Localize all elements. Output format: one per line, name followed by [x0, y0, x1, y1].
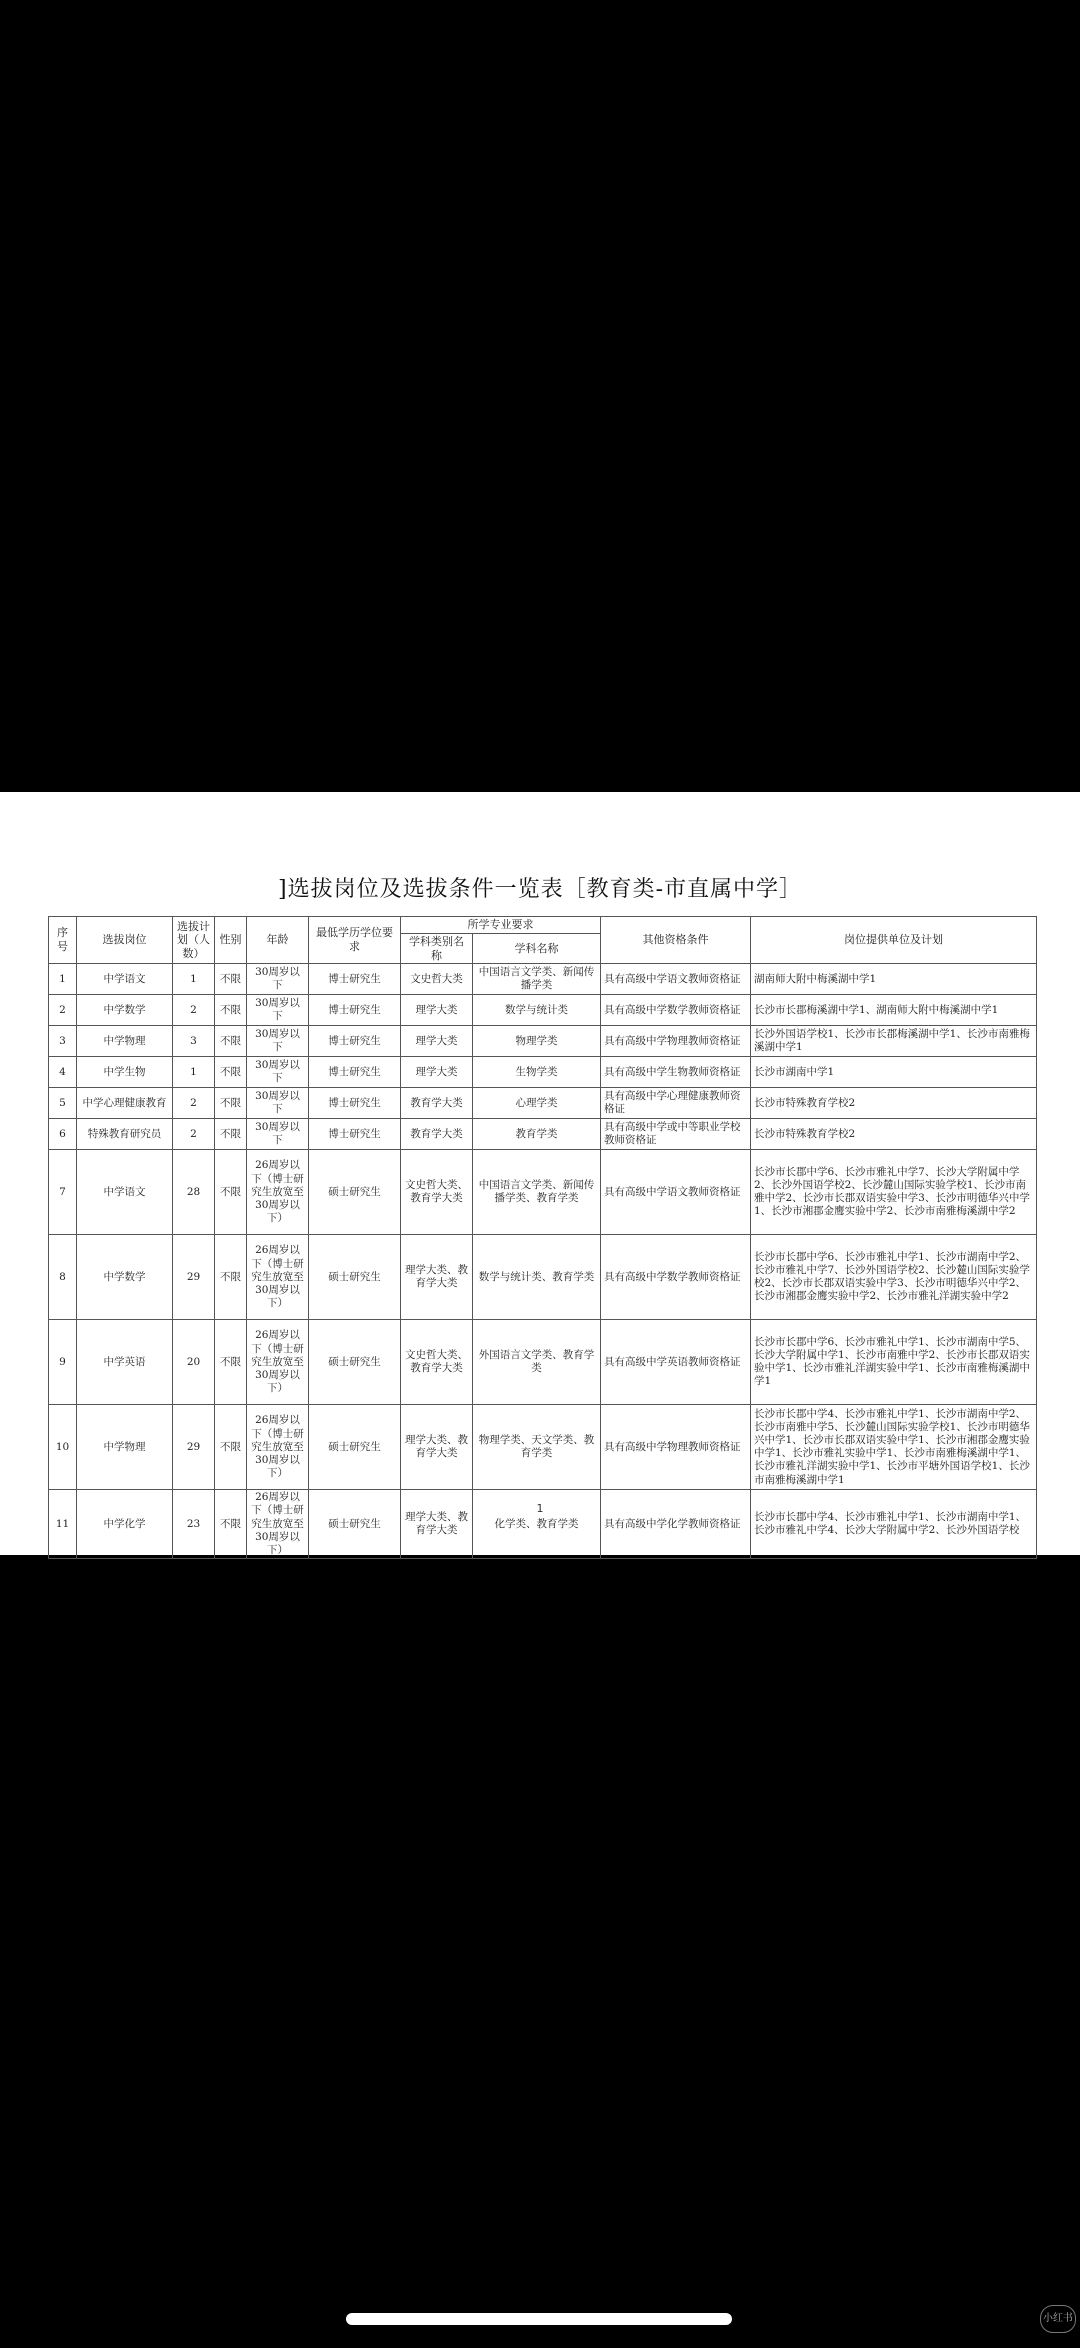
cell-subject: 物理学类、天文学类、教育学类 [473, 1405, 601, 1490]
cell-seq: 4 [49, 1057, 77, 1088]
cell-subject: 中国语言文学类、新闻传播学类 [473, 964, 601, 995]
cell-age: 30周岁以下 [247, 1119, 309, 1150]
cell-category: 教育学大类 [401, 1119, 473, 1150]
cell-other: 具有高级中学语文教师资格证 [601, 1150, 751, 1235]
cell-gender: 不限 [215, 1088, 247, 1119]
cell-quota: 2 [173, 1088, 215, 1119]
cell-degree: 硕士研究生 [309, 1320, 401, 1405]
cell-quota: 1 [173, 964, 215, 995]
cell-units: 长沙市长郡中学4、长沙市雅礼中学1、长沙市湖南中学2、长沙市南雅中学5、长沙麓山国际实验学校1、长沙市明德华兴中学1、长沙市长郡双语实验中学1、长沙市湘郡金鹰实验中学1、长沙市雅礼实验中学1、长沙市南雅梅溪湖中学1、长沙市雅礼洋湖实验中学1、长沙市平塘外国语学校1、长沙市南雅梅溪湖中学1 [751, 1405, 1037, 1490]
cell-units: 长沙市长郡中学6、长沙市雅礼中学7、长沙大学附属中学2、长沙外国语学校2、长沙麓山国际实验学校1、长沙市南雅中学2、长沙市长郡双语实验中学3、长沙市明德华兴中学1、长沙市湘郡金鹰实验中学2、长沙市南雅梅溪湖中学2 [751, 1150, 1037, 1235]
cell-units: 长沙市特殊教育学校2 [751, 1088, 1037, 1119]
cell-quota: 2 [173, 995, 215, 1026]
cell-age: 26周岁以下（博士研究生放宽至30周岁以下） [247, 1405, 309, 1490]
cell-degree: 硕士研究生 [309, 1405, 401, 1490]
header-position: 选拔岗位 [77, 917, 173, 964]
table-row [49, 1490, 1037, 1559]
cell-position: 中学物理 [77, 1405, 173, 1490]
cell-other: 具有高级中学数学教师资格证 [601, 1235, 751, 1320]
cell-seq: 11 [49, 1490, 77, 1559]
document-title: ]选拔岗位及选拔条件一览表［教育类-市直属中学］ [277, 877, 803, 902]
cell-subject: 外国语言文学类、教育学类 [473, 1320, 601, 1405]
table-row [49, 1150, 1037, 1235]
cell-age: 30周岁以下 [247, 1057, 309, 1088]
header-gender: 性别 [215, 917, 247, 964]
header-major-group: 所学专业要求 [401, 917, 601, 934]
cell-other: 具有高级中学物理教师资格证 [601, 1026, 751, 1057]
cell-category: 理学大类、教育学大类 [401, 1405, 473, 1490]
cell-degree: 博士研究生 [309, 995, 401, 1026]
cell-units: 长沙市湖南中学1 [751, 1057, 1037, 1088]
cell-position: 中学数学 [77, 1235, 173, 1320]
cell-age: 30周岁以下 [247, 964, 309, 995]
cell-other: 具有高级中学或中等职业学校教师资格证 [601, 1119, 751, 1150]
cell-position: 中学英语 [77, 1320, 173, 1405]
cell-position: 中学语文 [77, 1150, 173, 1235]
cell-age: 30周岁以下 [247, 1088, 309, 1119]
cell-category: 理学大类 [401, 1057, 473, 1088]
cell-degree: 博士研究生 [309, 1026, 401, 1057]
cell-age: 26周岁以下（博士研究生放宽至30周岁以下） [247, 1320, 309, 1405]
cell-other: 具有高级中学语文教师资格证 [601, 964, 751, 995]
cell-gender: 不限 [215, 995, 247, 1026]
cell-subject: 化学类、教育学类 [473, 1490, 601, 1559]
cell-quota: 2 [173, 1119, 215, 1150]
cell-gender: 不限 [215, 1320, 247, 1405]
cell-age: 30周岁以下 [247, 1026, 309, 1057]
cell-seq: 8 [49, 1235, 77, 1320]
cell-other: 具有高级中学化学教师资格证 [601, 1490, 751, 1559]
cell-quota: 29 [173, 1405, 215, 1490]
cell-quota: 23 [173, 1490, 215, 1559]
cell-position: 中学数学 [77, 995, 173, 1026]
table-row [49, 1088, 1037, 1119]
cell-subject: 数学与统计类、教育学类 [473, 1235, 601, 1320]
cell-age: 30周岁以下 [247, 995, 309, 1026]
cell-gender: 不限 [215, 1405, 247, 1490]
cell-degree: 硕士研究生 [309, 1235, 401, 1320]
cell-units: 长沙市特殊教育学校2 [751, 1119, 1037, 1150]
cell-degree: 博士研究生 [309, 964, 401, 995]
cell-seq: 7 [49, 1150, 77, 1235]
cell-quota: 3 [173, 1026, 215, 1057]
cell-subject: 数学与统计类 [473, 995, 601, 1026]
cell-gender: 不限 [215, 1119, 247, 1150]
cell-degree: 博士研究生 [309, 1057, 401, 1088]
table-row [49, 1057, 1037, 1088]
cell-gender: 不限 [215, 1026, 247, 1057]
table-row [49, 1026, 1037, 1057]
cell-degree: 博士研究生 [309, 1088, 401, 1119]
cell-category: 文史哲大类、教育学大类 [401, 1320, 473, 1405]
cell-age: 26周岁以下（博士研究生放宽至30周岁以下） [247, 1150, 309, 1235]
cell-seq: 3 [49, 1026, 77, 1057]
table-row [49, 964, 1037, 995]
table-row [49, 1320, 1037, 1405]
table-body [49, 964, 1037, 1559]
header-subject-name: 学科名称 [473, 933, 601, 964]
cell-seq: 2 [49, 995, 77, 1026]
page-number: 1 [536, 1502, 544, 1515]
cell-degree: 博士研究生 [309, 1119, 401, 1150]
cell-position: 中学语文 [77, 964, 173, 995]
cell-seq: 5 [49, 1088, 77, 1119]
cell-gender: 不限 [215, 1235, 247, 1320]
table-row [49, 1235, 1037, 1320]
cell-subject: 教育学类 [473, 1119, 601, 1150]
cell-category: 理学大类 [401, 1026, 473, 1057]
cell-age: 26周岁以下（博士研究生放宽至30周岁以下） [247, 1490, 309, 1559]
cell-subject: 心理学类 [473, 1088, 601, 1119]
cell-subject: 物理学类 [473, 1026, 601, 1057]
cell-category: 理学大类 [401, 995, 473, 1026]
header-other: 其他资格条件 [601, 917, 751, 964]
cell-other: 具有高级中学心理健康教师资格证 [601, 1088, 751, 1119]
cell-category: 文史哲大类、教育学大类 [401, 1150, 473, 1235]
cell-quota: 20 [173, 1320, 215, 1405]
cell-other: 具有高级中学英语教师资格证 [601, 1320, 751, 1405]
cell-subject: 生物学类 [473, 1057, 601, 1088]
cell-units: 长沙市长郡中学4、长沙市雅礼中学1、长沙市湖南中学1、长沙市雅礼中学4、长沙大学附属中学2、长沙外国语学校 [751, 1490, 1037, 1559]
cell-degree: 硕士研究生 [309, 1150, 401, 1235]
cell-seq: 6 [49, 1119, 77, 1150]
cell-position: 中学心理健康教育 [77, 1088, 173, 1119]
home-indicator[interactable] [346, 2313, 732, 2325]
positions-table [48, 916, 1037, 1559]
cell-category: 理学大类、教育学大类 [401, 1490, 473, 1559]
cell-units: 长沙市长郡中学6、长沙市雅礼中学1、长沙市湖南中学2、长沙市雅礼中学7、长沙外国语学校2、长沙麓山国际实验学校2、长沙市长郡双语实验中学3、长沙市明德华兴中学2、长沙市湘郡金鹰实验中学2、长沙市雅礼洋湖实验中学2 [751, 1235, 1037, 1320]
cell-degree: 硕士研究生 [309, 1490, 401, 1559]
cell-other: 具有高级中学数学教师资格证 [601, 995, 751, 1026]
watermark-badge: 小红书 [1040, 2305, 1076, 2333]
header-quota: 选拔计划（人数） [173, 917, 215, 964]
cell-category: 教育学大类 [401, 1088, 473, 1119]
header-seq: 序号 [49, 917, 77, 964]
cell-position: 中学化学 [77, 1490, 173, 1559]
table-header-row [49, 917, 1037, 934]
cell-other: 具有高级中学物理教师资格证 [601, 1405, 751, 1490]
cell-gender: 不限 [215, 1150, 247, 1235]
cell-units: 长沙外国语学校1、长沙市长郡梅溪湖中学1、长沙市南雅梅溪湖中学1 [751, 1026, 1037, 1057]
cell-age: 26周岁以下（博士研究生放宽至30周岁以下） [247, 1235, 309, 1320]
cell-seq: 10 [49, 1405, 77, 1490]
document-page [0, 792, 1080, 1555]
cell-quota: 29 [173, 1235, 215, 1320]
cell-category: 文史哲大类 [401, 964, 473, 995]
cell-quota: 28 [173, 1150, 215, 1235]
cell-units: 湖南师大附中梅溪湖中学1 [751, 964, 1037, 995]
cell-seq: 9 [49, 1320, 77, 1405]
cell-subject: 中国语言文学类、新闻传播学类、教育学类 [473, 1150, 601, 1235]
cell-units: 长沙市长郡梅溪湖中学1、湖南师大附中梅溪湖中学1 [751, 995, 1037, 1026]
header-degree: 最低学历学位要求 [309, 917, 401, 964]
header-age: 年龄 [247, 917, 309, 964]
cell-quota: 1 [173, 1057, 215, 1088]
table-container [48, 916, 1036, 1556]
table-row [49, 1405, 1037, 1490]
header-subject-category: 学科类别名称 [401, 933, 473, 964]
table-row [49, 1119, 1037, 1150]
table-row [49, 995, 1037, 1026]
cell-other: 具有高级中学生物教师资格证 [601, 1057, 751, 1088]
cell-gender: 不限 [215, 1490, 247, 1559]
cell-seq: 1 [49, 964, 77, 995]
header-units: 岗位提供单位及计划 [751, 917, 1037, 964]
cell-gender: 不限 [215, 1057, 247, 1088]
cell-position: 中学物理 [77, 1026, 173, 1057]
cell-gender: 不限 [215, 964, 247, 995]
cell-position: 中学生物 [77, 1057, 173, 1088]
cell-category: 理学大类、教育学大类 [401, 1235, 473, 1320]
cell-units: 长沙市长郡中学6、长沙市雅礼中学1、长沙市湖南中学5、长沙大学附属中学1、长沙市南雅中学2、长沙市长郡双语实验中学1、长沙市雅礼洋湖实验中学1、长沙市南雅梅溪湖中学1 [751, 1320, 1037, 1405]
cell-position: 特殊教育研究员 [77, 1119, 173, 1150]
